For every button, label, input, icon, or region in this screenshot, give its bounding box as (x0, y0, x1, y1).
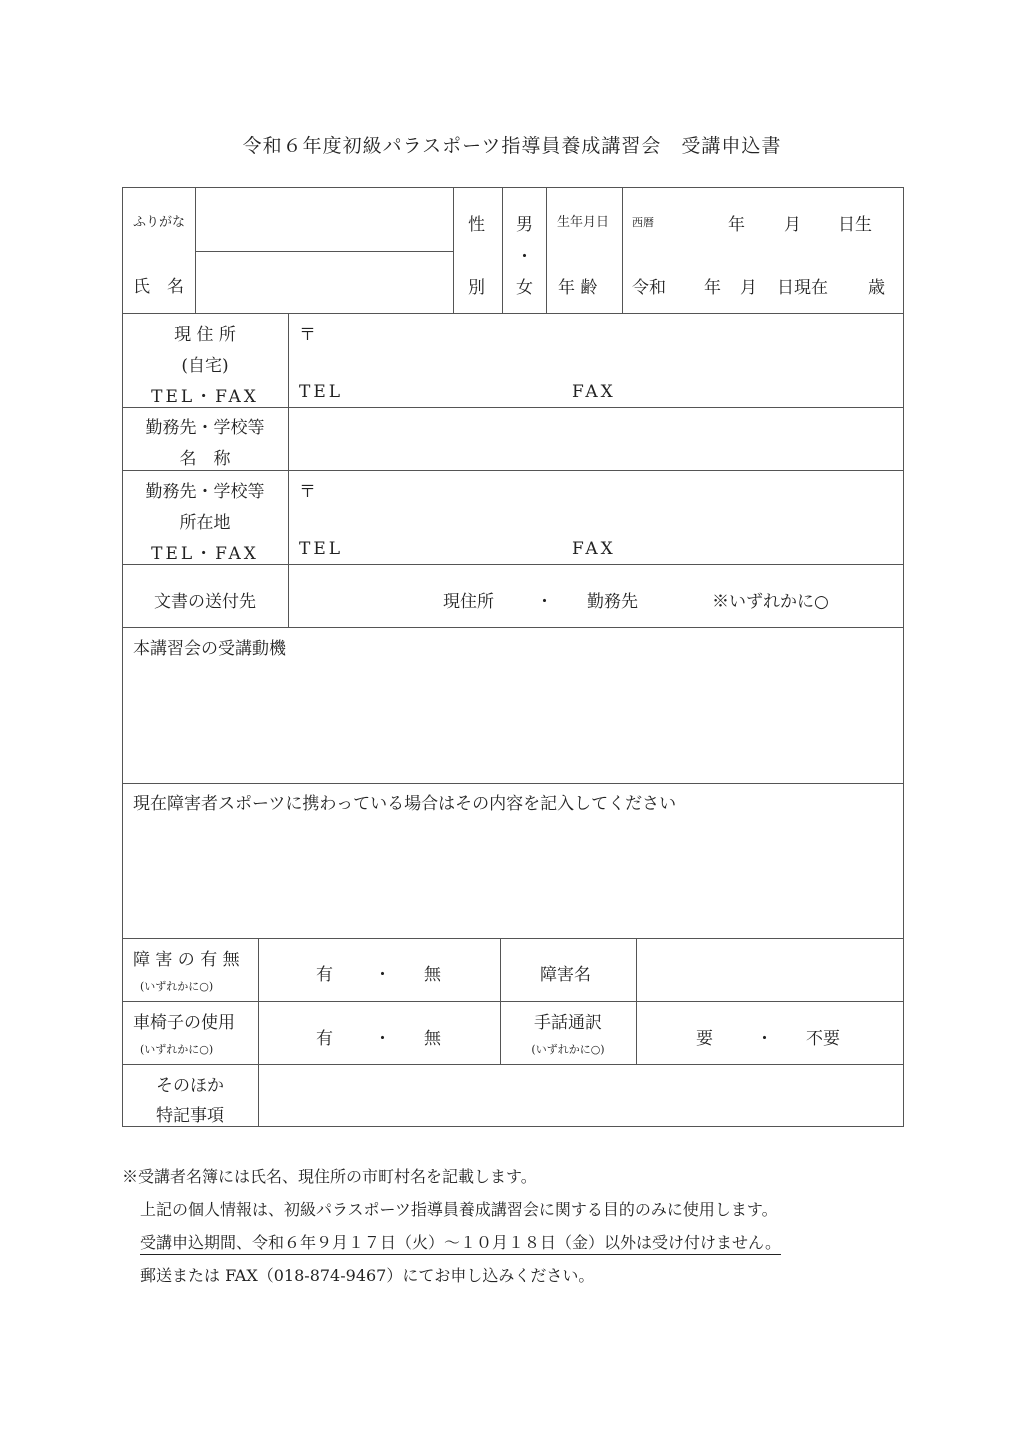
footer-notes (122, 1160, 781, 1292)
note-period-text: 受講申込期間、令和６年９月１７日（火）～１０月１８日（金）以外は受け付けません。 (140, 1233, 781, 1252)
disability-name-label: 障害名 (540, 965, 591, 985)
home-tel-field[interactable] (360, 376, 560, 404)
other-notes-label: そのほか (156, 1076, 224, 1096)
send-to-work-option[interactable]: 勤務先 (587, 592, 638, 612)
send-to-home-option[interactable]: 現住所 (443, 592, 494, 612)
disability-name-field[interactable] (639, 941, 900, 999)
note-submission: 郵送または FAX（018-874-9467）にてお申し込みください。 (140, 1266, 595, 1285)
disability-label: 障 害 の 有 無 (133, 950, 240, 970)
involvement-field[interactable] (125, 814, 900, 936)
wheelchair-sub-label: (いずれかに○) (140, 1043, 214, 1056)
disability-no-option[interactable]: 無 (424, 965, 441, 985)
wheelchair-label: 車椅子の使用 (133, 1013, 235, 1033)
address-label: 現 住 所 (174, 325, 236, 345)
address-label-home: (自宅) (181, 356, 229, 376)
sign-language-label: 手話通訳 (534, 1013, 602, 1033)
workplace-name-label: 勤務先・学校等 (145, 418, 265, 438)
sign-not-need-option[interactable]: 不要 (806, 1029, 840, 1049)
seireki-label: 西暦 (632, 216, 654, 229)
workplace-name-field[interactable] (291, 410, 900, 468)
address-telfax-label: TEL・FAX (151, 387, 259, 407)
note-roster: ※受講者名簿には氏名、現住所の市町村名を記載します。 (122, 1167, 537, 1186)
note-period (122, 1226, 781, 1259)
home-fax-label: FAX (572, 382, 616, 402)
home-address-field[interactable] (320, 316, 900, 372)
birth-day-unit: 日生 (838, 215, 872, 235)
form-title: 令和６年度初級パラスポーツ指導員養成講習会 受講申込書 (242, 135, 782, 157)
disability-yes-option[interactable]: 有 (316, 965, 333, 985)
involvement-label: 現在障害者スポーツに携わっている場合はその内容を記入してください (133, 794, 677, 814)
work-fax-field[interactable] (630, 533, 900, 561)
send-to-separator: ・ (536, 592, 553, 612)
workplace-name-label-2: 名 称 (179, 449, 231, 469)
home-postal-mark: 〒 (299, 325, 316, 345)
reiwa-label: 令和 (632, 278, 666, 298)
workplace-telfax-label: TEL・FAX (151, 544, 259, 564)
motive-field[interactable] (125, 658, 900, 780)
note-privacy: 上記の個人情報は、初級パラスポーツ指導員養成講習会に関する目的のみに使用します。 (140, 1200, 778, 1219)
furigana-label: ふりがな (133, 215, 186, 230)
workplace-address-label-2: 所在地 (179, 513, 231, 533)
age-day-unit: 日現在 (777, 278, 828, 298)
motive-label: 本講習会の受講動機 (133, 639, 286, 659)
age-label: 年 齢 (558, 278, 598, 298)
sex-label-bottom: 別 (468, 278, 485, 298)
wheelchair-separator: ・ (374, 1029, 391, 1049)
sex-label-top: 性 (468, 215, 485, 235)
sex-male-option[interactable]: 男 (516, 215, 533, 235)
workplace-address-label: 勤務先・学校等 (145, 482, 265, 502)
send-to-label: 文書の送付先 (154, 592, 256, 612)
disability-sub-label: (いずれかに○) (140, 980, 214, 993)
sign-need-option[interactable]: 要 (696, 1029, 713, 1049)
wheelchair-no-option[interactable]: 無 (424, 1029, 441, 1049)
work-address-field[interactable] (320, 473, 900, 529)
work-tel-label: TEL (299, 539, 344, 559)
age-unit: 歳 (868, 278, 885, 298)
birth-month-unit: 月 (784, 215, 801, 235)
sex-female-option[interactable]: 女 (516, 278, 533, 298)
age-field[interactable] (670, 254, 900, 311)
work-postal-mark: 〒 (299, 482, 316, 502)
furigana-field[interactable] (198, 190, 451, 249)
name-field[interactable] (198, 254, 451, 311)
sign-separator: ・ (756, 1029, 773, 1049)
disability-separator: ・ (374, 965, 391, 985)
other-notes-field[interactable] (261, 1067, 900, 1124)
home-fax-field[interactable] (630, 376, 900, 404)
age-month-unit: 月 (740, 278, 757, 298)
sex-separator: ・ (516, 247, 533, 267)
age-year-unit: 年 (704, 278, 721, 298)
name-label: 氏 名 (133, 277, 184, 297)
sign-language-sub-label: (いずれかに○) (531, 1043, 605, 1056)
work-fax-label: FAX (572, 539, 616, 559)
birth-date-field[interactable] (660, 190, 900, 249)
wheelchair-yes-option[interactable]: 有 (316, 1029, 333, 1049)
work-tel-field[interactable] (360, 533, 560, 561)
other-notes-label-2: 特記事項 (156, 1106, 224, 1126)
send-to-note: ※いずれかに○ (712, 592, 829, 612)
birth-year-unit: 年 (728, 215, 745, 235)
home-tel-label: TEL (299, 382, 344, 402)
birth-date-label: 生年月日 (557, 215, 610, 230)
